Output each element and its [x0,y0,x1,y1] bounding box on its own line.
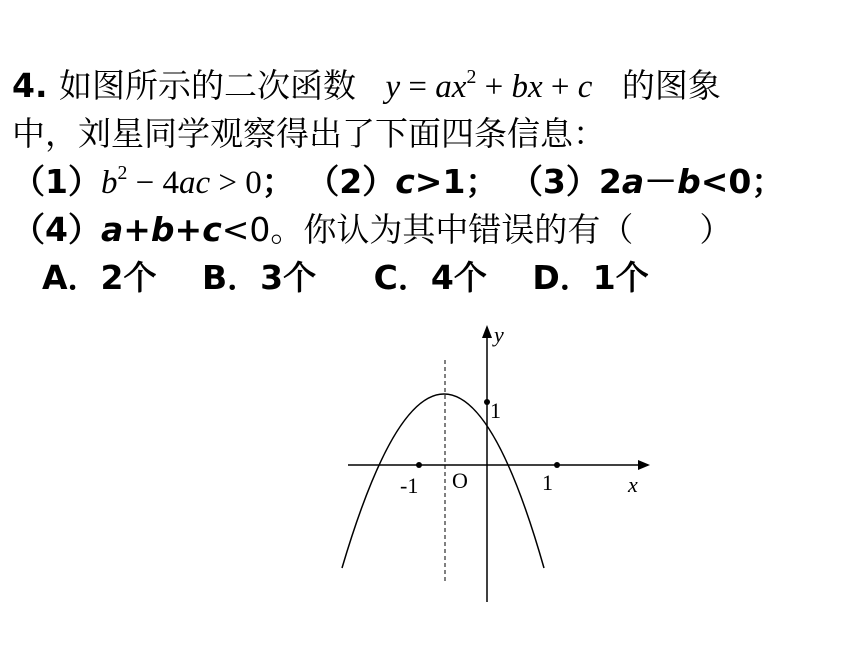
option-a[interactable]: A．2个 [42,258,157,297]
label-neg-one: -1 [400,473,419,498]
x-axis-label: x [628,472,638,497]
info-2: （2）c>1； [306,162,499,201]
option-d[interactable]: D．1个 [532,258,649,297]
y-axis-label: y [494,322,504,347]
point-neg-one [416,462,422,468]
info-3: （3）2a－b<0； [509,162,785,201]
question-number: 4. [12,66,48,105]
label-one-x: 1 [542,470,553,495]
question-line-2: 中，刘星同学观察得出了下面四条信息： [12,114,606,153]
option-c[interactable]: C．4个 [373,258,487,297]
x-axis-arrow [638,460,650,470]
quadratic-formula: $y = ax^2$ + bx + c [385,66,593,105]
info-4: （4）a+b+c<0。你认为其中错误的有（ ） [12,210,733,249]
question-line-4 [12,206,852,254]
question-intro: 如图所示的二次函数 [59,66,356,105]
question-intro-end: 的图象 [621,66,721,105]
label-one-y: 1 [490,398,501,423]
question-line-1 [12,62,852,110]
question-text [12,62,852,302]
options-line [12,254,852,302]
parabola-curve [342,394,544,568]
y-axis-arrow [482,325,492,338]
info-1: $(1)b^2 - 4ac > 0$； [12,162,295,201]
parabola-graph [330,320,660,610]
question-line-3 [12,158,852,206]
origin-label: O [452,468,468,493]
point-one-x [554,462,560,468]
option-b[interactable]: B．3个 [202,258,317,297]
